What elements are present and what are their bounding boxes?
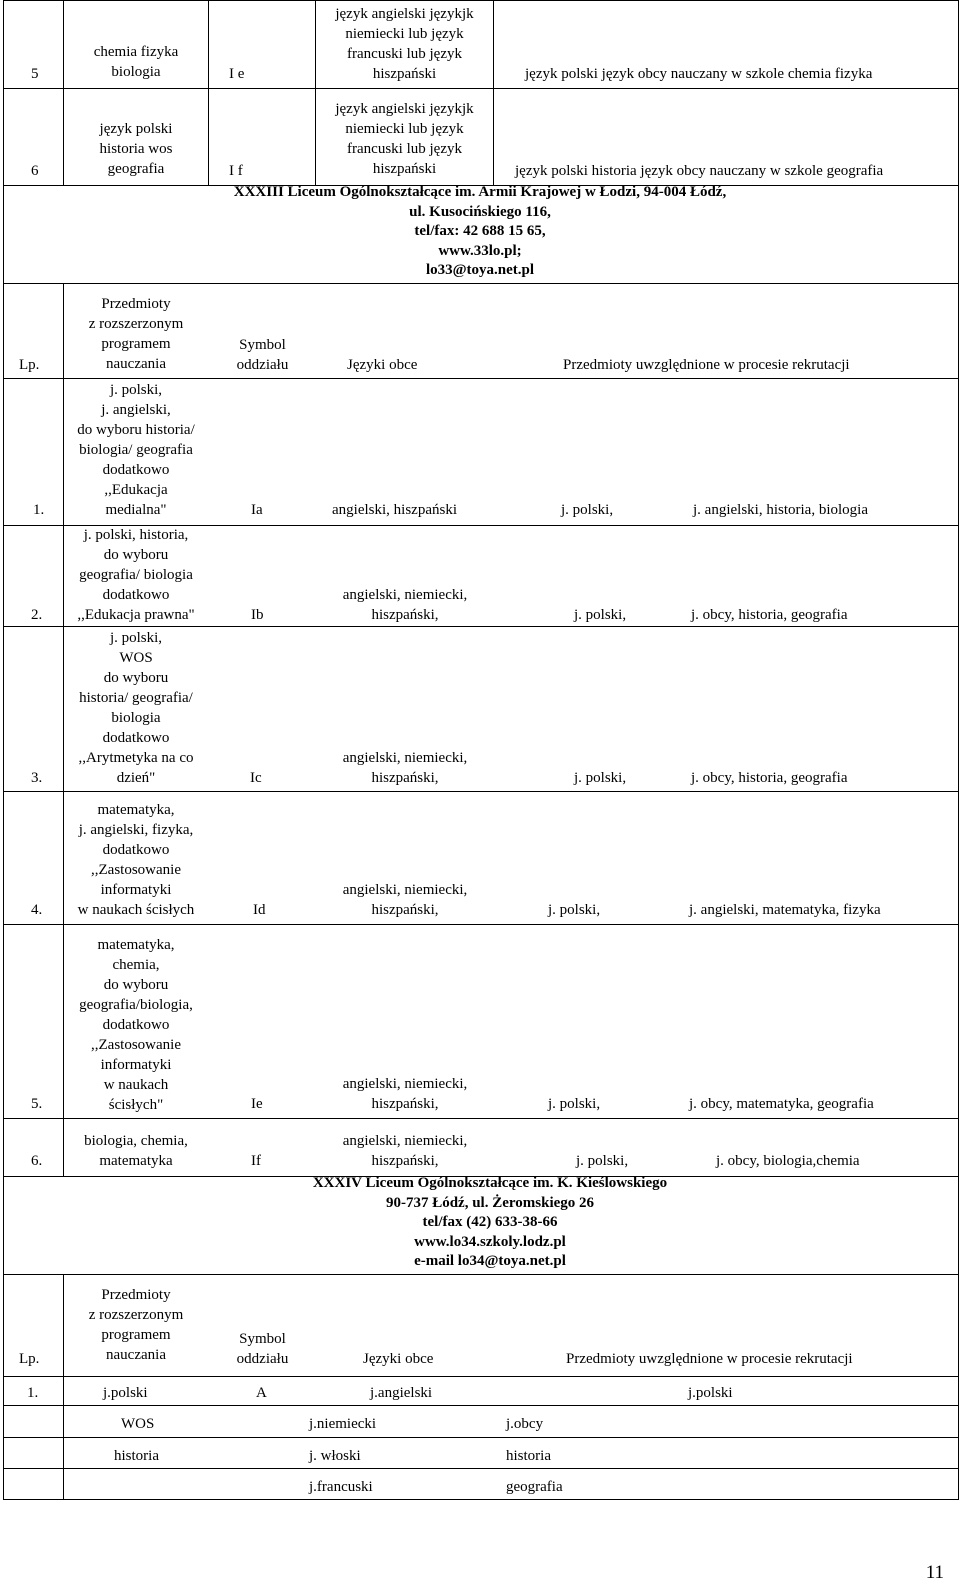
row-subjects: matematyka, j. angielski, fizyka, dodatkowo ,,Zastosowanie informatyki w naukach ścisłych <box>77 802 195 918</box>
column-divider-languages <box>493 0 494 185</box>
row-divider <box>3 1405 959 1406</box>
row-lp: 4. <box>31 902 43 918</box>
row-subjects: j. polski, WOS do wyboru historia/ geografia/ biologia dodatkowo ,,Arytmetyka na co dzień" <box>78 630 194 786</box>
row-recruitment: język polski język obcy nauczany w szkole chemia fizyka <box>525 66 873 82</box>
column-divider-subjects <box>208 0 209 185</box>
row-languages: angielski, niemiecki, hiszpański, <box>342 1133 468 1169</box>
school-header: XXXIV Liceum Ogólnokształcące im. K. Kieślowskiego 90-737 Łódź, ul. Żeromskiego 26 tel/fax (42) 633-38-66 www.lo34.szkoly.lodz.pl e-mail lo34@toya.net.pl <box>312 1175 668 1269</box>
row-divider <box>3 1118 959 1119</box>
row-divider <box>3 1274 959 1275</box>
row-subjects: język polski historia wos geografia <box>99 121 173 177</box>
row-symbol: Ib <box>251 607 264 623</box>
row-subjects: chemia fizyka biologia <box>93 44 179 80</box>
row-subjects: j. polski, j. angielski, do wyboru historia/ biologia/ geografia dodatkowo ,,Edukacja medialna" <box>77 382 195 518</box>
row-symbol: Ic <box>250 770 262 786</box>
row-recruitment-b: j. angielski, historia, biologia <box>693 502 868 518</box>
row-languages: angielski, niemiecki, hiszpański, <box>342 587 468 623</box>
page-number: 11 <box>925 1562 944 1583</box>
row-recruitment: j.obcy <box>506 1416 544 1432</box>
row-divider <box>3 791 959 792</box>
column-header-languages: Języki obce <box>363 1351 434 1367</box>
row-recruitment-a: j. polski, <box>548 1096 601 1112</box>
row-subject: historia <box>114 1448 159 1464</box>
row-symbol: I e <box>229 66 245 82</box>
row-recruitment-a: j. polski, <box>574 770 627 786</box>
row-recruitment-a: j. polski, <box>574 607 627 623</box>
column-header-subjects: Przedmioty z rozszerzonym programem nauczania <box>88 1287 184 1363</box>
row-recruitment-a: j. polski, <box>561 502 614 518</box>
column-header-subjects: Przedmioty z rozszerzonym programem nauczania <box>88 296 184 372</box>
column-header-recruitment: Przedmioty uwzględnione w procesie rekrutacji <box>563 357 850 373</box>
row-language: j.angielski <box>370 1385 433 1401</box>
table-border-left <box>3 0 4 1500</box>
row-recruitment: historia <box>506 1448 551 1464</box>
row-divider <box>3 626 959 627</box>
row-recruitment-a: j. polski, <box>576 1153 629 1169</box>
row-recruitment: j.polski <box>688 1385 733 1401</box>
column-header-lp: Lp. <box>19 1351 40 1367</box>
row-symbol: Ia <box>251 502 263 518</box>
row-languages: język angielski językjk niemiecki lub język francuski lub język hiszpański <box>335 101 474 177</box>
row-symbol: Id <box>253 902 266 918</box>
row-symbol: If <box>251 1153 261 1169</box>
row-recruitment-b: j. obcy, historia, geografia <box>691 607 848 623</box>
row-languages: angielski, niemiecki, hiszpański, <box>342 1076 468 1112</box>
row-lp: 1. <box>33 502 45 518</box>
row-divider <box>3 283 959 284</box>
row-recruitment: język polski historia język obcy nauczany w szkole geografia <box>515 163 884 179</box>
row-lp: 2. <box>31 607 43 623</box>
row-symbol: Ie <box>251 1096 263 1112</box>
row-recruitment-a: j. polski, <box>548 902 601 918</box>
row-language: j.niemiecki <box>309 1416 377 1432</box>
row-language: j. włoski <box>309 1448 361 1464</box>
row-subjects: j. polski, historia, do wyboru geografia/ biologia dodatkowo ,,Edukacja prawna" <box>77 527 195 623</box>
row-subjects: matematyka, chemia, do wyboru geografia/biologia, dodatkowo ,,Zastosowanie informatyki w naukach ścisłych" <box>79 937 193 1113</box>
row-recruitment-b: j. obcy, historia, geografia <box>691 770 848 786</box>
row-divider <box>3 88 959 89</box>
row-recruitment: geografia <box>506 1479 563 1495</box>
row-lp: 6 <box>31 163 39 179</box>
row-languages: język angielski językjk niemiecki lub język francuski lub język hiszpański <box>335 6 474 82</box>
row-divider <box>3 924 959 925</box>
school-header: XXXIII Liceum Ogólnokształcące im. Armii Krajowej w Łodzi, 94-004 Łódź, ul. Kusocińskiego 116, tel/fax: 42 688 15 65, www.33lo.pl; lo33@toya.net.pl <box>233 184 727 278</box>
row-language: j.francuski <box>309 1479 373 1495</box>
row-languages: angielski, niemiecki, hiszpański, <box>342 882 468 918</box>
row-lp: 1. <box>27 1385 39 1401</box>
row-symbol: A <box>256 1385 267 1401</box>
table-border-bottom <box>3 1499 959 1500</box>
row-symbol: I f <box>229 163 243 179</box>
row-languages: angielski, hiszpański <box>332 502 457 518</box>
row-divider <box>3 1468 959 1469</box>
row-recruitment-b: j. obcy, matematyka, geografia <box>689 1096 874 1112</box>
column-header-languages: Języki obce <box>347 357 418 373</box>
table-border-right <box>958 0 959 1500</box>
row-lp: 5. <box>31 1096 43 1112</box>
row-subject: j.polski <box>103 1385 148 1401</box>
row-recruitment-b: j. angielski, matematyka, fizyka <box>689 902 881 918</box>
row-lp: 3. <box>31 770 43 786</box>
row-languages: angielski, niemiecki, hiszpański, <box>342 750 468 786</box>
column-header-symbol: Symbol oddziału <box>236 337 289 373</box>
row-subject: WOS <box>121 1416 155 1432</box>
row-divider <box>3 378 959 379</box>
column-header-lp: Lp. <box>19 357 40 373</box>
row-divider <box>3 1437 959 1438</box>
row-recruitment-b: j. obcy, biologia,chemia <box>716 1153 860 1169</box>
column-header-symbol: Symbol oddziału <box>236 1331 289 1367</box>
row-lp: 6. <box>31 1153 43 1169</box>
row-lp: 5 <box>31 66 39 82</box>
table-border-top <box>3 0 959 1</box>
column-header-recruitment: Przedmioty uwzględnione w procesie rekrutacji <box>566 1351 853 1367</box>
row-subjects: biologia, chemia, matematyka <box>84 1133 188 1169</box>
row-divider <box>3 1376 959 1377</box>
